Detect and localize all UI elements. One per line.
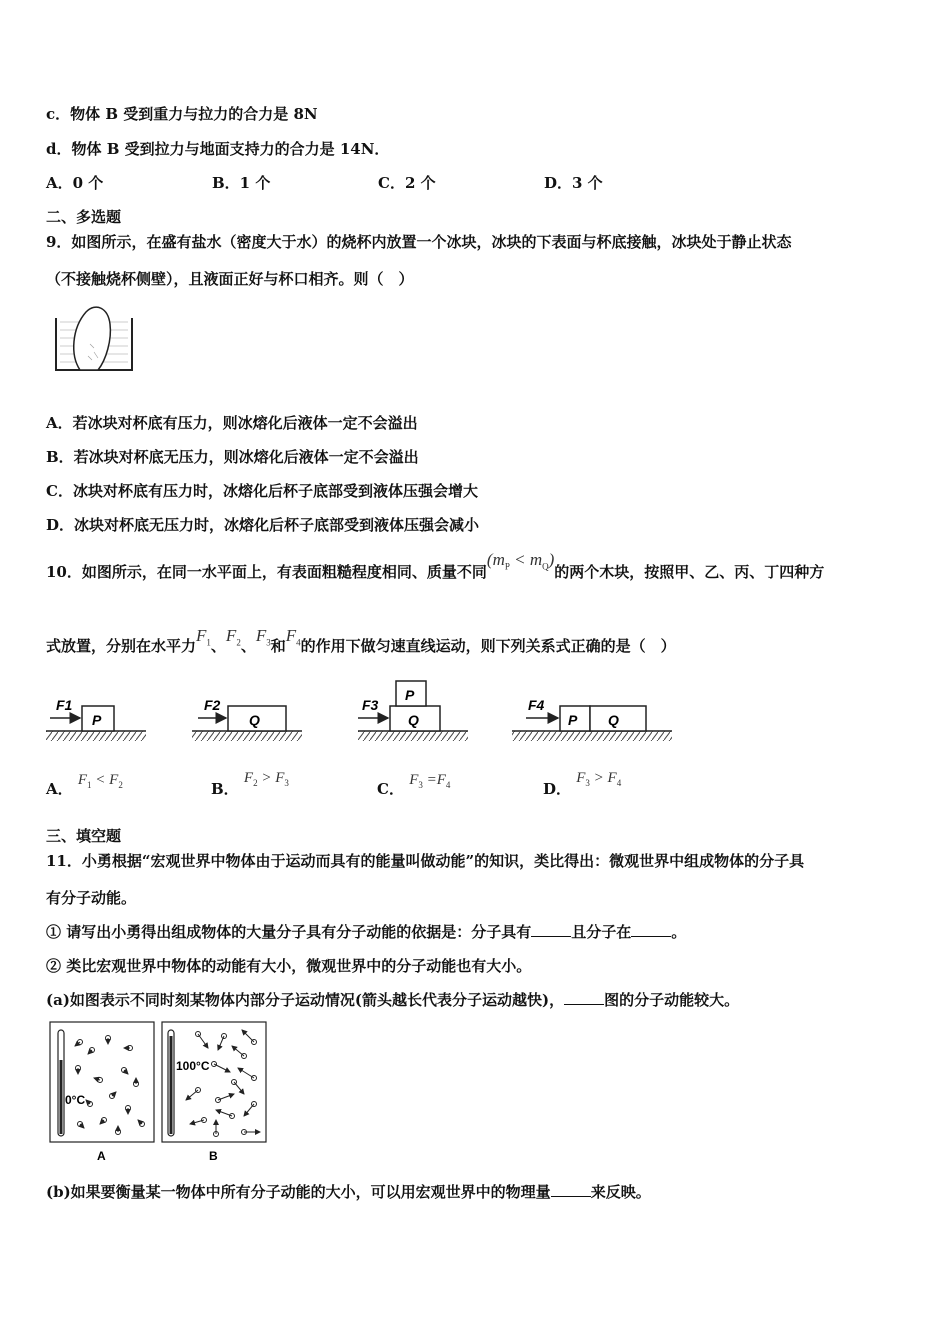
block-p-label: P (92, 712, 102, 728)
q10-stem-line2: 式放置，分别在水平力$F_1$、$F_2$、$F_3$和$F_4$的作用下做匀速直线运动，则下列关系式正确的是（ ） (46, 626, 676, 655)
temp-label-a: 0°C (65, 1093, 86, 1107)
blank-1[interactable] (531, 922, 571, 937)
q10-stem-line1-a: 10．如图所示，在同一水平面上，有表面粗糙程度相同、质量不同 (46, 563, 487, 581)
setup-3 (358, 681, 468, 741)
q9-stem-line1: 9．如图所示，在盛有盐水（密度大于水）的烧杯内放置一个冰块，冰块的下表面与杯底接触，冰块处于静止状态 (46, 233, 792, 251)
q11-stem-line2: 有分子动能。 (46, 889, 137, 907)
force-f1: $F_1$ (196, 626, 211, 648)
q8-choice-b: B．1 个 (212, 174, 271, 192)
q11-part-b: (b)如果要衡量某一物体中所有分子动能的大小，可以用宏观世界中的物理量 来反映。 (46, 1183, 651, 1201)
force-f3: $F_3$ (255, 626, 271, 648)
panel-b-label: B (209, 1149, 218, 1163)
panel-a-label: A (97, 1149, 106, 1163)
q10-stem-line1 (46, 550, 825, 583)
q10-choice-a: A． $F_1 < F_2$ (46, 772, 123, 798)
q9-option-d: D．冰块对杯底无压力时，冰熔化后杯子底部受到液体压强会减小 (46, 516, 480, 534)
force-label-f1: F1 (56, 697, 73, 713)
blank-3[interactable] (564, 990, 604, 1005)
q10-choice-d: D． $F_3 > F_4$ (543, 770, 622, 798)
blocks-figure (40, 676, 680, 746)
block-p-label: P (568, 712, 578, 728)
q8-choice-d: D．3 个 (544, 174, 603, 192)
force-label-f3: F3 (362, 697, 379, 713)
q10-stem-line1-b: 的两个木块，按照甲、乙、丙、丁四种方 (554, 563, 825, 581)
block-q-label: Q (249, 712, 260, 728)
q11-stem-line1: 11．小勇根据“宏观世界中物体由于运动而具有的能量叫做动能”的知识，类比得出：微观世界中组成物体的分子具 (46, 852, 805, 870)
setup-4 (512, 697, 672, 741)
q11-part2: ② 类比宏观世界中物体的动能有大小，微观世界中的分子动能也有大小。 (46, 957, 532, 975)
panel-a (50, 1022, 154, 1163)
force-f4: $F_4$ (285, 626, 301, 648)
temp-label-b: 100°C (176, 1059, 210, 1073)
panel-b (162, 1022, 266, 1163)
q11-part1: ① 请写出小勇得出组成物体的大量分子具有分子动能的依据是：分子具有 且分子在 。 (46, 923, 687, 941)
force-label-f2: F2 (204, 697, 221, 713)
section-title-multi-choice: 二、多选题 (46, 208, 122, 226)
q8-item-d: d．物体 B 受到拉力与地面支持力的合力是 14N． (46, 140, 390, 158)
q9-option-a: A．若冰块对杯底有压力，则冰熔化后液体一定不会溢出 (46, 414, 418, 432)
q11-part-a: (a)如图表示不同时刻某物体内部分子运动情况(箭头越长代表分子运动越快)， 图的分子动能较大。 (46, 991, 740, 1009)
blank-4[interactable] (551, 1182, 591, 1197)
block-q-label: Q (608, 712, 619, 728)
force-label-f4: F4 (528, 697, 545, 713)
q8-choice-a: A．0 个 (46, 174, 104, 192)
setup-1 (46, 697, 146, 741)
q8-choice-c: C．2 个 (378, 174, 436, 192)
section-title-fill-blank: 三、填空题 (46, 827, 122, 845)
mass-condition: $(m_P < m_Q)$ (486, 550, 555, 572)
q9-option-c: C．冰块对杯底有压力时，冰熔化后杯子底部受到液体压强会增大 (46, 482, 478, 500)
q10-choice-b: B． $F_2 > F_3$ (211, 770, 289, 798)
setup-2 (192, 697, 302, 741)
q9-stem-line2: （不接触烧杯侧壁），且液面正好与杯口相齐。则（ ） (46, 270, 414, 288)
q8-item-c: c．物体 B 受到重力与拉力的合力是 8N (46, 105, 318, 123)
block-p-label: P (405, 687, 415, 703)
beaker-ice-figure (52, 300, 142, 374)
molecule-motion-figure (48, 1020, 270, 1166)
blank-2[interactable] (631, 922, 671, 937)
q9-option-b: B．若冰块对杯底无压力，则冰熔化后液体一定不会溢出 (46, 448, 419, 466)
block-q-label: Q (408, 712, 419, 728)
q10-choice-c: C． $F_3 =F_4$ (377, 772, 451, 798)
force-f2: $F_2$ (225, 626, 241, 648)
ice-block (74, 307, 111, 370)
